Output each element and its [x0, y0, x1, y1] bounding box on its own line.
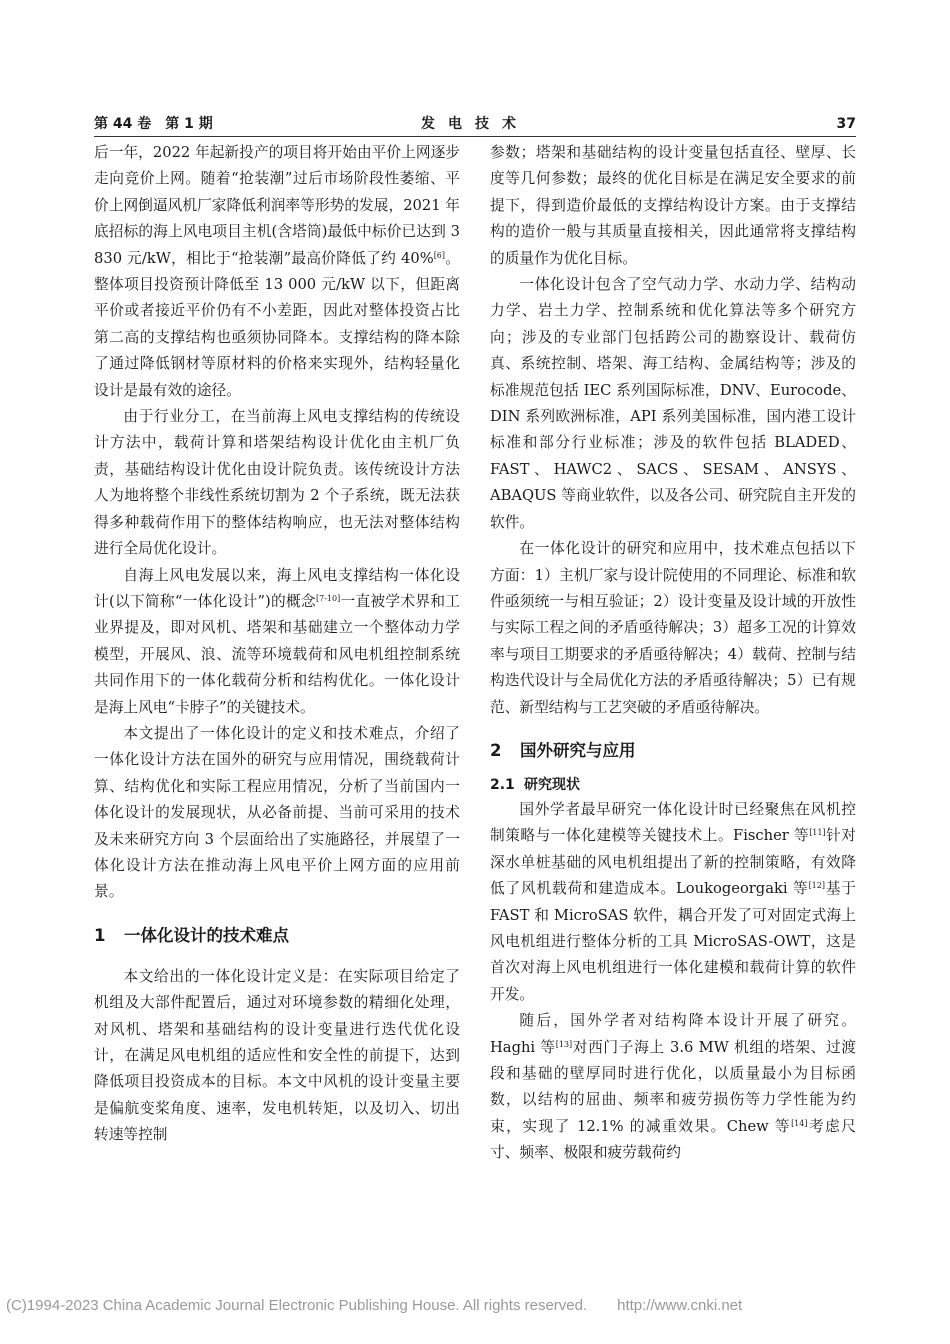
text: 随后，国外学者对结构降本设计开展了研究。Haghi 等 — [490, 1012, 856, 1056]
paragraph — [94, 140, 460, 404]
citation[interactable]: [11] — [809, 828, 826, 838]
paragraph: 在一体化设计的研究和应用中，技术难点包括以下方面：1）主机厂家与设计院使用的不同理论、标准和软件亟须统一与相互验证；2）设计变量及设计域的开放性与实际工程之间的矛盾亟待解决；3）超多工况的计算效率与项目工期要求的矛盾亟待解决；4）载荷、控制与结构迭代设计与全局优化方法的矛盾亟待解决；5）已有规范、新型结构与工艺突破的矛盾亟待解决。 — [490, 540, 856, 716]
subsection-heading-2-1 — [490, 773, 856, 797]
text: 对西门子海上 3.6 MW 机组的塔架、过渡段和基础的壁厚同时进行优化，以质量最小为目标函数，以结构的屈曲、频率和疲劳损伤等力学性能为约束，实现了 12.1% 的减重效果。Chew 等 — [490, 1038, 856, 1135]
paragraph — [94, 563, 460, 721]
citation[interactable]: [14] — [791, 1118, 808, 1128]
paragraph: 本文提出了一体化设计的定义和技术难点，介绍了一体化设计方法在国外的研究与应用情况，围绕载荷计算、结构优化和实际工程应用情况，分析了当前国内一体化设计的发展现状，从必备前提、当前可采用的技术及未来研究方向 3 个层面给出了实施路径，并展望了一体化设计方法在推动海上风电平价上网方面的应用前景。 — [94, 724, 460, 901]
volume-issue: 第 44 卷 第 1 期 — [94, 116, 213, 132]
section-number: 2 — [490, 740, 502, 760]
section-title: 国外研究与应用 — [520, 740, 636, 760]
text: 自海上风电发展以来，海上风电支撑结构一体化设计(以下简称“一体化设计”)的概念 — [94, 566, 460, 610]
text: 国外学者最早研究一体化设计时已经聚焦在风机控制策略与一体化建模等关键技术上。Fischer 等 — [490, 800, 856, 845]
paragraph: 参数；塔架和基础结构的设计变量包括直径、壁厚、长度等几何参数；最终的优化目标是在满足安全要求的前提下，得到造价最低的支撑结构设计方案。由于支撑结构的造价一般与其质量直接相关，因此通常将支撑结构的质量作为优化目标。 — [490, 144, 856, 267]
right-column — [490, 140, 856, 1167]
subsection-number: 2.1 — [490, 776, 515, 793]
citation[interactable]: [6] — [433, 250, 446, 260]
paragraph — [490, 1008, 856, 1166]
citation[interactable]: [12] — [808, 881, 825, 891]
left-column — [94, 140, 460, 1149]
section-heading-1 — [94, 923, 460, 949]
paragraph: 由于行业分工，在当前海上风电支撑结构的传统设计方法中，载荷计算和塔架结构设计优化由主机厂负责，基础结构设计优化由设计院负责。该传统设计方法人为地将整个非线性系统切割为 2 个子系统，既无法获得多种载荷作用下的整体结构响应，也无法对整体结构进行全局优化设计。 — [94, 408, 460, 558]
text: 考虑尺寸、频率、极限和疲劳载荷约 — [490, 1117, 856, 1162]
running-header — [94, 114, 856, 134]
text: 。整体项目投资预计降低至 13 000 元/kW 以下，但距离平价或者接近平价仍有不小差距，因此对整体投资占比第二高的支撑结构也亟须协同降本。支撑结构的降本除了通过降低钢材等原材料的价格来实现外，结构轻量化设计是最有效的途径。 — [94, 249, 460, 399]
page-number: 37 — [836, 116, 856, 132]
text: 后一年，2022 年起新投产的项目将开始由平价上网逐步走向竞价上网。随着“抢装潮”过后市场阶段性萎缩、平价上网倒逼风机厂家降低利润率等形势的发展，2021 年底招标的海上风电项目主机(含塔筒)最低中标价已达到 3 830 元/kW，相比于“抢装潮”最高价降低了约 40% — [94, 144, 460, 267]
text: 针对深水单桩基础的风电机组提出了新的控制策略，有效降低了风机载荷和建造成本。Loukogeorgaki 等 — [490, 827, 856, 898]
text: 一直被学术界和工业界提及，即对风机、塔架和基础建立一个整体动力学模型，开展风、浪、流等环境载荷和风电机组控制系统共同作用下的一体化载荷分析和结构优化。一体化设计是海上风电“卡脖子”的关键技术。 — [94, 592, 460, 716]
journal-name: 发电技术 — [421, 116, 529, 132]
section-heading-2 — [490, 738, 856, 764]
paragraph: 本文给出的一体化设计定义是：在实际项目给定了机组及大部件配置后，通过对环境参数的精细化处理，对风机、塔架和基础结构的设计变量进行迭代优化设计，在满足风电机组的适应性和安全性的前提下，达到降低项目投资成本的目标。本文中风机的设计变量主要是偏航变桨角度、速率，发电机转矩，以及切入、切出转速等控制 — [94, 967, 460, 1144]
subsection-title: 研究现状 — [524, 776, 580, 793]
paragraph — [490, 797, 856, 1008]
text: 基于 FAST 和 MicroSAS 软件，耦合开发了可对固定式海上风电机组进行整体分析的工具 MicroSAS-OWT，这是首次对海上风电机组进行一体化建模和载荷计算的软件开发。 — [490, 880, 856, 1003]
section-number: 1 — [94, 925, 106, 945]
citation[interactable]: [13] — [555, 1039, 573, 1049]
section-title: 一体化设计的技术难点 — [124, 925, 289, 945]
header-rule — [94, 136, 856, 137]
copyright-footer: (C)1994-2023 China Academic Journal Electronic Publishing House. All rights reserved. http://www.cnki.net — [6, 1297, 743, 1314]
citation[interactable]: [7-10] — [315, 593, 341, 603]
paragraph: 一体化设计包含了空气动力学、水动力学、结构动力学、岩土力学、控制系统和优化算法等多个研究方向；涉及的专业部门包括跨公司的勘察设计、载荷仿真、系统控制、塔架、海工结构、金属结构等；涉及的标准规范包括 IEC 系列国际标准，DNV、Eurocode、DIN 系列欧洲标准，API 系列美国标准，国内港工设计标准和部分行业标准；涉及的软件包括 BLADED、FAST、HAWC2、SACS、SESAM、ANSYS、ABAQUS 等商业软件，以及各公司、研究院自主开发的软件。 — [490, 276, 856, 531]
